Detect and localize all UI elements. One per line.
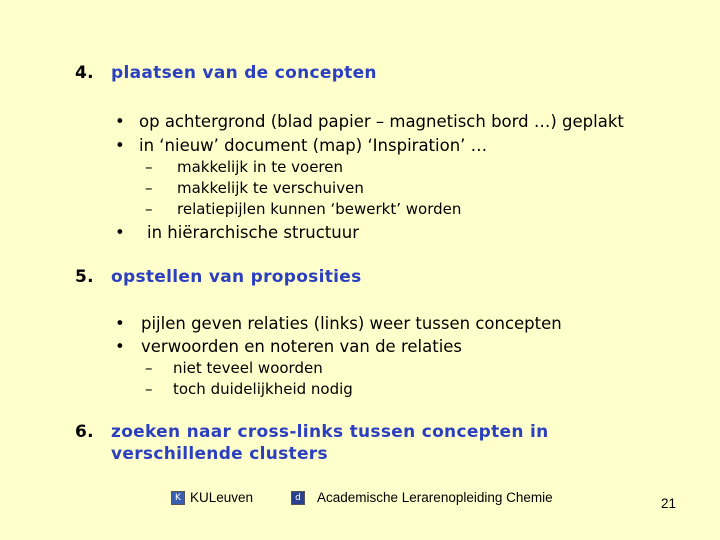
section-title: zoeken naar cross-links tussen concepten in bbox=[111, 422, 549, 442]
bullet-item: • pijlen geven relaties (links) weer tussen concepten bbox=[115, 314, 562, 333]
section-title: opstellen van proposities bbox=[111, 267, 362, 287]
footer-institution: KULeuven bbox=[190, 490, 254, 505]
bullet-item: • op achtergrond (blad papier – magnetisch bord …) geplakt bbox=[115, 112, 624, 131]
section-6-heading-cont bbox=[111, 444, 328, 464]
bullet-item: • verwoorden en noteren van de relaties bbox=[115, 337, 463, 356]
sub-bullet-item: – makkelijk te verschuiven bbox=[145, 179, 364, 197]
alc-logo-icon: d bbox=[291, 491, 305, 505]
section-number: 5. bbox=[75, 267, 94, 287]
section-title: plaatsen van de concepten bbox=[111, 63, 377, 83]
section-5-heading bbox=[75, 267, 362, 287]
section-title-cont: verschillende clusters bbox=[111, 444, 328, 464]
section-6-heading bbox=[75, 422, 549, 442]
page-number: 21 bbox=[661, 496, 677, 511]
sub-bullet-item: – makkelijk in te voeren bbox=[145, 158, 344, 176]
section-4-heading bbox=[75, 63, 377, 83]
bullet-item: • in ‘nieuw’ document (map) ‘Inspiration’ … bbox=[115, 136, 488, 155]
bullet-item: • in hiërarchische structuur bbox=[115, 223, 359, 242]
sub-bullet-item: – relatiepijlen kunnen ‘bewerkt’ worden bbox=[145, 200, 462, 218]
kuleuven-logo-icon: K bbox=[171, 491, 185, 505]
section-number: 4. bbox=[75, 63, 94, 83]
section-number: 6. bbox=[75, 422, 94, 442]
sub-bullet-item: – toch duidelijkheid nodig bbox=[145, 380, 353, 398]
sub-bullet-item: – niet teveel woorden bbox=[145, 359, 323, 377]
footer-program: Academische Lerarenopleiding Chemie bbox=[317, 490, 553, 505]
